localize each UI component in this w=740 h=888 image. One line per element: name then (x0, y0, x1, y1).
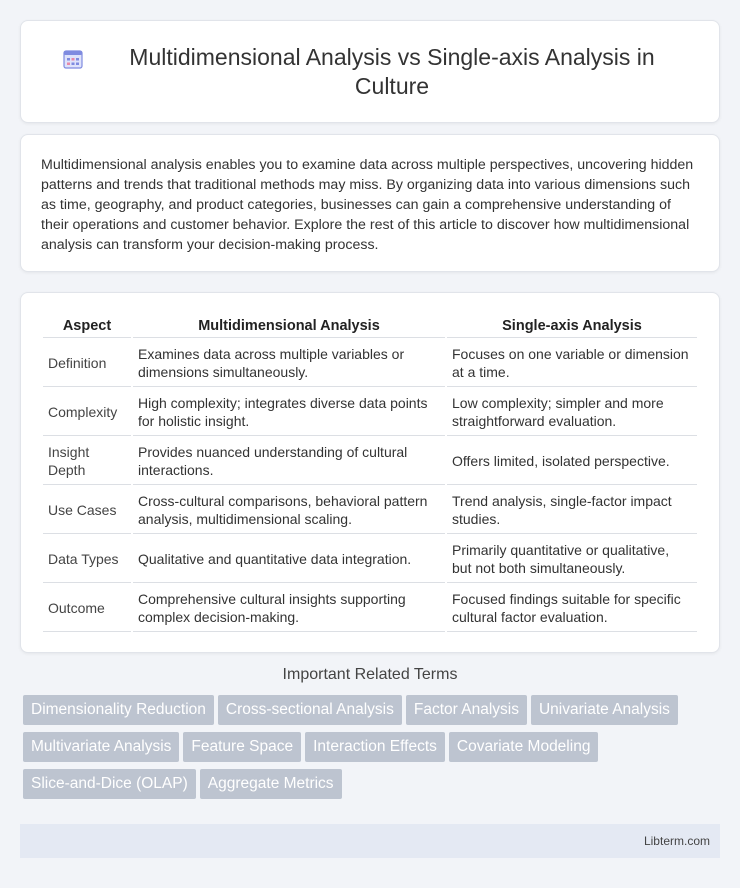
related-term-tag[interactable]: Interaction Effects (305, 732, 445, 762)
aspect-cell: Insight Depth (43, 438, 131, 485)
table-row (43, 438, 697, 485)
comparison-card (20, 292, 720, 653)
multi-cell: Cross-cultural comparisons, behavioral pattern analysis, multidimensional scaling. (133, 487, 445, 534)
single-cell: Trend analysis, single-factor impact studies. (447, 487, 697, 534)
intro-paragraph: Multidimensional analysis enables you to examine data across multiple perspectives, uncovering hidden patterns and trends that traditional methods may miss. By organizing data into various dimensions such as time, geography, and product categories, businesses can gain a comprehensive understanding of their operations and customer behavior. Explore the rest of this article to discover how multidimensional analysis can transform your decision-making process. (41, 157, 694, 253)
related-term-tag[interactable]: Dimensionality Reduction (23, 695, 214, 725)
header-multidimensional: Multidimensional Analysis (133, 315, 445, 338)
page-title: Multidimensional Analysis vs Single-axis Analysis in Culture (129, 43, 655, 99)
related-term-tag[interactable]: Univariate Analysis (531, 695, 678, 725)
table-row (43, 389, 697, 436)
related-term-tag[interactable]: Slice-and-Dice (OLAP) (23, 769, 196, 799)
aspect-cell: Outcome (43, 585, 131, 632)
multi-cell: Provides nuanced understanding of cultural interactions. (133, 438, 445, 485)
table-row (43, 340, 697, 387)
related-term-tag[interactable]: Covariate Modeling (449, 732, 599, 762)
title-wrap (61, 43, 679, 101)
multi-cell: Comprehensive cultural insights supporting complex decision-making. (133, 585, 445, 632)
header-single-axis: Single-axis Analysis (447, 315, 697, 338)
single-cell: Focuses on one variable or dimension at a time. (447, 340, 697, 387)
related-terms-tags (20, 695, 720, 806)
aspect-cell: Use Cases (43, 487, 131, 534)
table-header-row (43, 315, 697, 338)
intro-card (20, 134, 720, 272)
aspect-cell: Definition (43, 340, 131, 387)
related-term-tag[interactable]: Factor Analysis (406, 695, 527, 725)
table-row (43, 585, 697, 632)
single-cell: Offers limited, isolated perspective. (447, 438, 697, 485)
title-card (20, 20, 720, 123)
table-row (43, 487, 697, 534)
aspect-cell: Data Types (43, 536, 131, 583)
single-cell: Primarily quantitative or qualitative, but not both simultaneously. (447, 536, 697, 583)
footer (20, 824, 720, 858)
comparison-table (41, 313, 699, 634)
table-row (43, 536, 697, 583)
related-term-tag[interactable]: Multivariate Analysis (23, 732, 179, 762)
multi-cell: Qualitative and quantitative data integration. (133, 536, 445, 583)
single-cell: Focused findings suitable for specific cultural factor evaluation. (447, 585, 697, 632)
related-terms-title: Important Related Terms (282, 666, 458, 683)
related-terms-section (20, 666, 720, 806)
header-aspect: Aspect (43, 315, 131, 338)
multi-cell: Examines data across multiple variables or dimensions simultaneously. (133, 340, 445, 387)
related-term-tag[interactable]: Aggregate Metrics (200, 769, 342, 799)
related-term-tag[interactable]: Feature Space (183, 732, 301, 762)
aspect-cell: Complexity (43, 389, 131, 436)
calendar-icon (61, 47, 85, 71)
related-term-tag[interactable]: Cross-sectional Analysis (218, 695, 402, 725)
multi-cell: High complexity; integrates diverse data points for holistic insight. (133, 389, 445, 436)
single-cell: Low complexity; simpler and more straightforward evaluation. (447, 389, 697, 436)
footer-brand-link[interactable]: Libterm.com (643, 834, 710, 848)
